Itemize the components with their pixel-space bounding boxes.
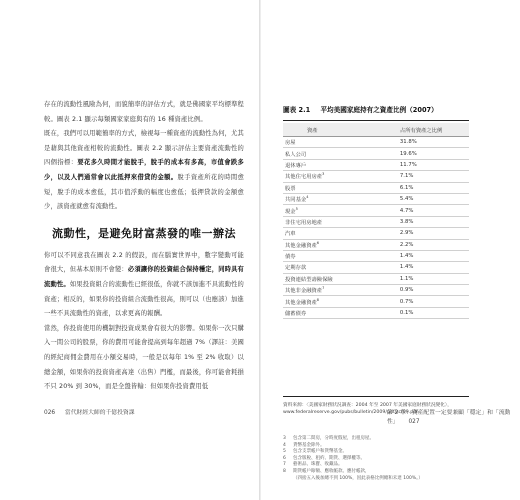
- asset-label: 債券: [285, 254, 296, 261]
- asset-name: [283, 262, 348, 273]
- table-row: [283, 148, 469, 159]
- paragraph-2: [44, 127, 244, 215]
- asset-share: 3.8%: [348, 216, 469, 227]
- table-label: 圖表 2.1: [283, 106, 311, 114]
- asset-name: [283, 159, 348, 170]
- asset-share: 1.1%: [348, 273, 469, 284]
- paragraph-2-text: 既在，我們可以用範簡率的方式，檢視每一種資產的流動性為何，尤其是藉與其他資產相較的流動性。圖表 2.2 顯示評估主要資產流動性的四個指標：: [44, 130, 244, 167]
- footnote-ref: 8: [316, 297, 320, 302]
- asset-label: 現金: [285, 208, 296, 215]
- table-row: [283, 262, 469, 273]
- footnote: [283, 469, 469, 476]
- table-row: [283, 137, 469, 148]
- asset-share: 11.7%: [348, 159, 469, 170]
- asset-share: 4.7%: [348, 205, 469, 216]
- column-header-asset: 資產: [283, 123, 348, 137]
- asset-share: 7.1%: [348, 171, 469, 182]
- footnotes: [283, 436, 469, 482]
- asset-label: 儲蓄債券: [285, 311, 307, 318]
- table-body: [283, 137, 469, 319]
- asset-share: 0.1%: [348, 307, 469, 318]
- paragraph-2-bold: 要花多久時間才能脫手，脫手的成本有多高，市值會跌多少，以及人們通常會以此抵押來借貸的金額。: [44, 159, 245, 181]
- footnote-text: 包含版稅、租約、期貨、選擇權等。: [293, 455, 365, 461]
- asset-label: 其他住宅用房產: [285, 174, 323, 181]
- paragraph-3-tail: 如果投資組合的流動性已經很低，你就不該加進不具流動性的資產；相反的，如果你的投資組合流動性很高，則可以（也應該）加進一些不具流動性的資產，以求更高的報酬。: [44, 280, 244, 318]
- footnote-number: 6: [283, 455, 286, 461]
- table-row: [283, 307, 469, 318]
- table-row: [283, 228, 469, 239]
- asset-label: 投資連結型壽險保險: [285, 276, 333, 283]
- footnote: [283, 476, 469, 483]
- asset-name: [283, 148, 348, 159]
- footnote-number: 8: [283, 468, 286, 474]
- left-folio: [44, 407, 135, 416]
- table-row: [283, 285, 469, 296]
- asset-label: 其他非金融資產: [285, 288, 323, 295]
- footnote-number: 3: [283, 436, 286, 441]
- asset-label: 退休專戶: [285, 162, 307, 169]
- asset-share: 6.1%: [348, 182, 469, 193]
- footnote-ref: 6: [316, 240, 320, 245]
- footnote-text: 貨幣基金除外。: [293, 442, 325, 448]
- table-header-row: [283, 123, 469, 137]
- asset-share: 19.6%: [348, 148, 469, 159]
- footnote: [283, 449, 469, 456]
- table-row: [283, 205, 469, 216]
- asset-name: [283, 285, 348, 296]
- asset-name: [283, 205, 348, 216]
- right-running-title: 第 2 章：資產配置一定要兼顧「穩定」和「流動性」: [387, 410, 511, 425]
- footnote-text: 包含第二間房，分時度假屋，出租房屋。: [293, 436, 374, 441]
- table-row: [283, 193, 469, 204]
- paragraph-4: 當然，你投資使用的機制對投資成果會有很大的影響。如果你一次只購入一間公司的股票，你的費用可能會提高到每年超過 7%（譯註：美國的經紀商佣金費用在小額交易時，一般是以每年 1% 至 2% 收取）以總金額，如果你的投資資產高達（出售）門檻，而最後，你可能會耗損不只 20% 到 30%，而是全盤皆輸：但如果你投資費用低: [44, 324, 244, 391]
- asset-label: 其他金融資產: [285, 242, 317, 249]
- left-running-title: 當代財經大師的千億投資課: [64, 410, 135, 416]
- asset-share: 0.9%: [348, 285, 469, 296]
- footnote-text: （四捨五入後加總不到 100%，因此表格比例總和未達 100%。）: [293, 475, 423, 481]
- asset-share: 31.8%: [348, 137, 469, 148]
- footnote-number: 4: [283, 442, 286, 448]
- source-line-1: 資料來源：〈美國家財務狀況調查：2004 年至 2007 年美國家庭財務狀況變化〉，: [283, 403, 452, 408]
- footnote-text: 期貨帳戶餘額、應收帳款、應付帳款，: [293, 468, 370, 474]
- footnote-text: 藝術品、珠寶、收藏品。: [293, 462, 343, 468]
- asset-share: 2.9%: [348, 228, 469, 239]
- asset-share: 1.4%: [348, 250, 469, 261]
- asset-share: 5.4%: [348, 193, 469, 204]
- asset-label: 非住宅用房地產: [285, 219, 323, 226]
- asset-label: 汽車: [285, 231, 296, 238]
- table-caption: [283, 104, 438, 114]
- table-row: [283, 216, 469, 227]
- paragraph-3-text: 你可以不同意我在圖表 2.2 的假設，而在腦實世界中，數字變動可能會很大，但基本原則不會變：: [44, 251, 244, 274]
- table-row: [283, 273, 469, 284]
- asset-share: 0.7%: [348, 296, 469, 307]
- table-bottom-rule: [283, 396, 469, 397]
- asset-name: [283, 171, 348, 182]
- table-row: [283, 182, 469, 193]
- paragraph-1: 存在的流動性風險為何，而貌簡率的評估方式，就是佛國家平均標準程較。圖表 2.1 顯示每類國家家庭與有的 16 種資產比例。: [44, 101, 244, 123]
- paragraph-3: [44, 249, 244, 322]
- footnote-number: 5: [283, 449, 286, 455]
- table-row: [283, 171, 469, 182]
- left-page-number: 026: [44, 410, 56, 416]
- asset-label: 定期存款: [285, 265, 307, 272]
- footnote-ref: 7: [322, 286, 325, 291]
- asset-label: 股票: [285, 185, 296, 192]
- left-page-body: [44, 98, 244, 395]
- asset-share: 2.2%: [348, 239, 469, 250]
- asset-name: [283, 182, 348, 193]
- footnote: [283, 436, 469, 443]
- footnote-ref: 4: [306, 195, 309, 200]
- asset-name: [283, 296, 348, 307]
- asset-share: 1.4%: [348, 262, 469, 273]
- asset-label: 私人公司: [285, 151, 307, 158]
- right-folio: [387, 407, 520, 425]
- asset-name: [283, 307, 348, 318]
- asset-name: [283, 137, 348, 148]
- footnote: [283, 462, 469, 469]
- asset-name: [283, 273, 348, 284]
- asset-name: [283, 216, 348, 227]
- right-page-number: 027: [408, 419, 420, 425]
- table-row: [283, 296, 469, 307]
- column-header-share: 占所有資產之比例: [348, 123, 469, 137]
- asset-name: [283, 239, 348, 250]
- footnote-ref: 3: [322, 172, 325, 177]
- asset-table: [283, 123, 469, 319]
- asset-label: 共同基金: [285, 197, 307, 204]
- asset-name: [283, 228, 348, 239]
- source-url: www.federalreserve.gov/pubs/bulletin/2009/pdf/scf09.pdf: [283, 410, 418, 415]
- asset-label: 其他金融資產: [285, 299, 317, 306]
- footnote-text: 包含支票帳戶和貨幣基金。: [293, 449, 347, 455]
- table-top-rule: [283, 120, 469, 121]
- footnote-ref: 5: [295, 206, 298, 211]
- section-heading: 流動性，是避免財富蒸發的唯一辦法: [52, 226, 236, 240]
- book-gutter: [259, 0, 261, 500]
- table-row: [283, 159, 469, 170]
- footnote-number: 7: [283, 462, 286, 468]
- paragraph-2-tail: 脫手資產所花的時間愈短，脫手的成本愈低，其市值浮動的幅度也愈低；低押貸款的金額愈少，該資產就愈有流動性。: [44, 173, 245, 211]
- table-row: [283, 250, 469, 261]
- table-row: [283, 239, 469, 250]
- asset-label: 房屋: [285, 140, 296, 147]
- asset-name: [283, 193, 348, 204]
- asset-name: [283, 250, 348, 261]
- table-title: 平均美國家庭持有之資產比例（2007）: [320, 106, 438, 114]
- paragraph-3-bold: 必須讓你的投資組合保持穩定，同時具有流動性。: [44, 266, 244, 288]
